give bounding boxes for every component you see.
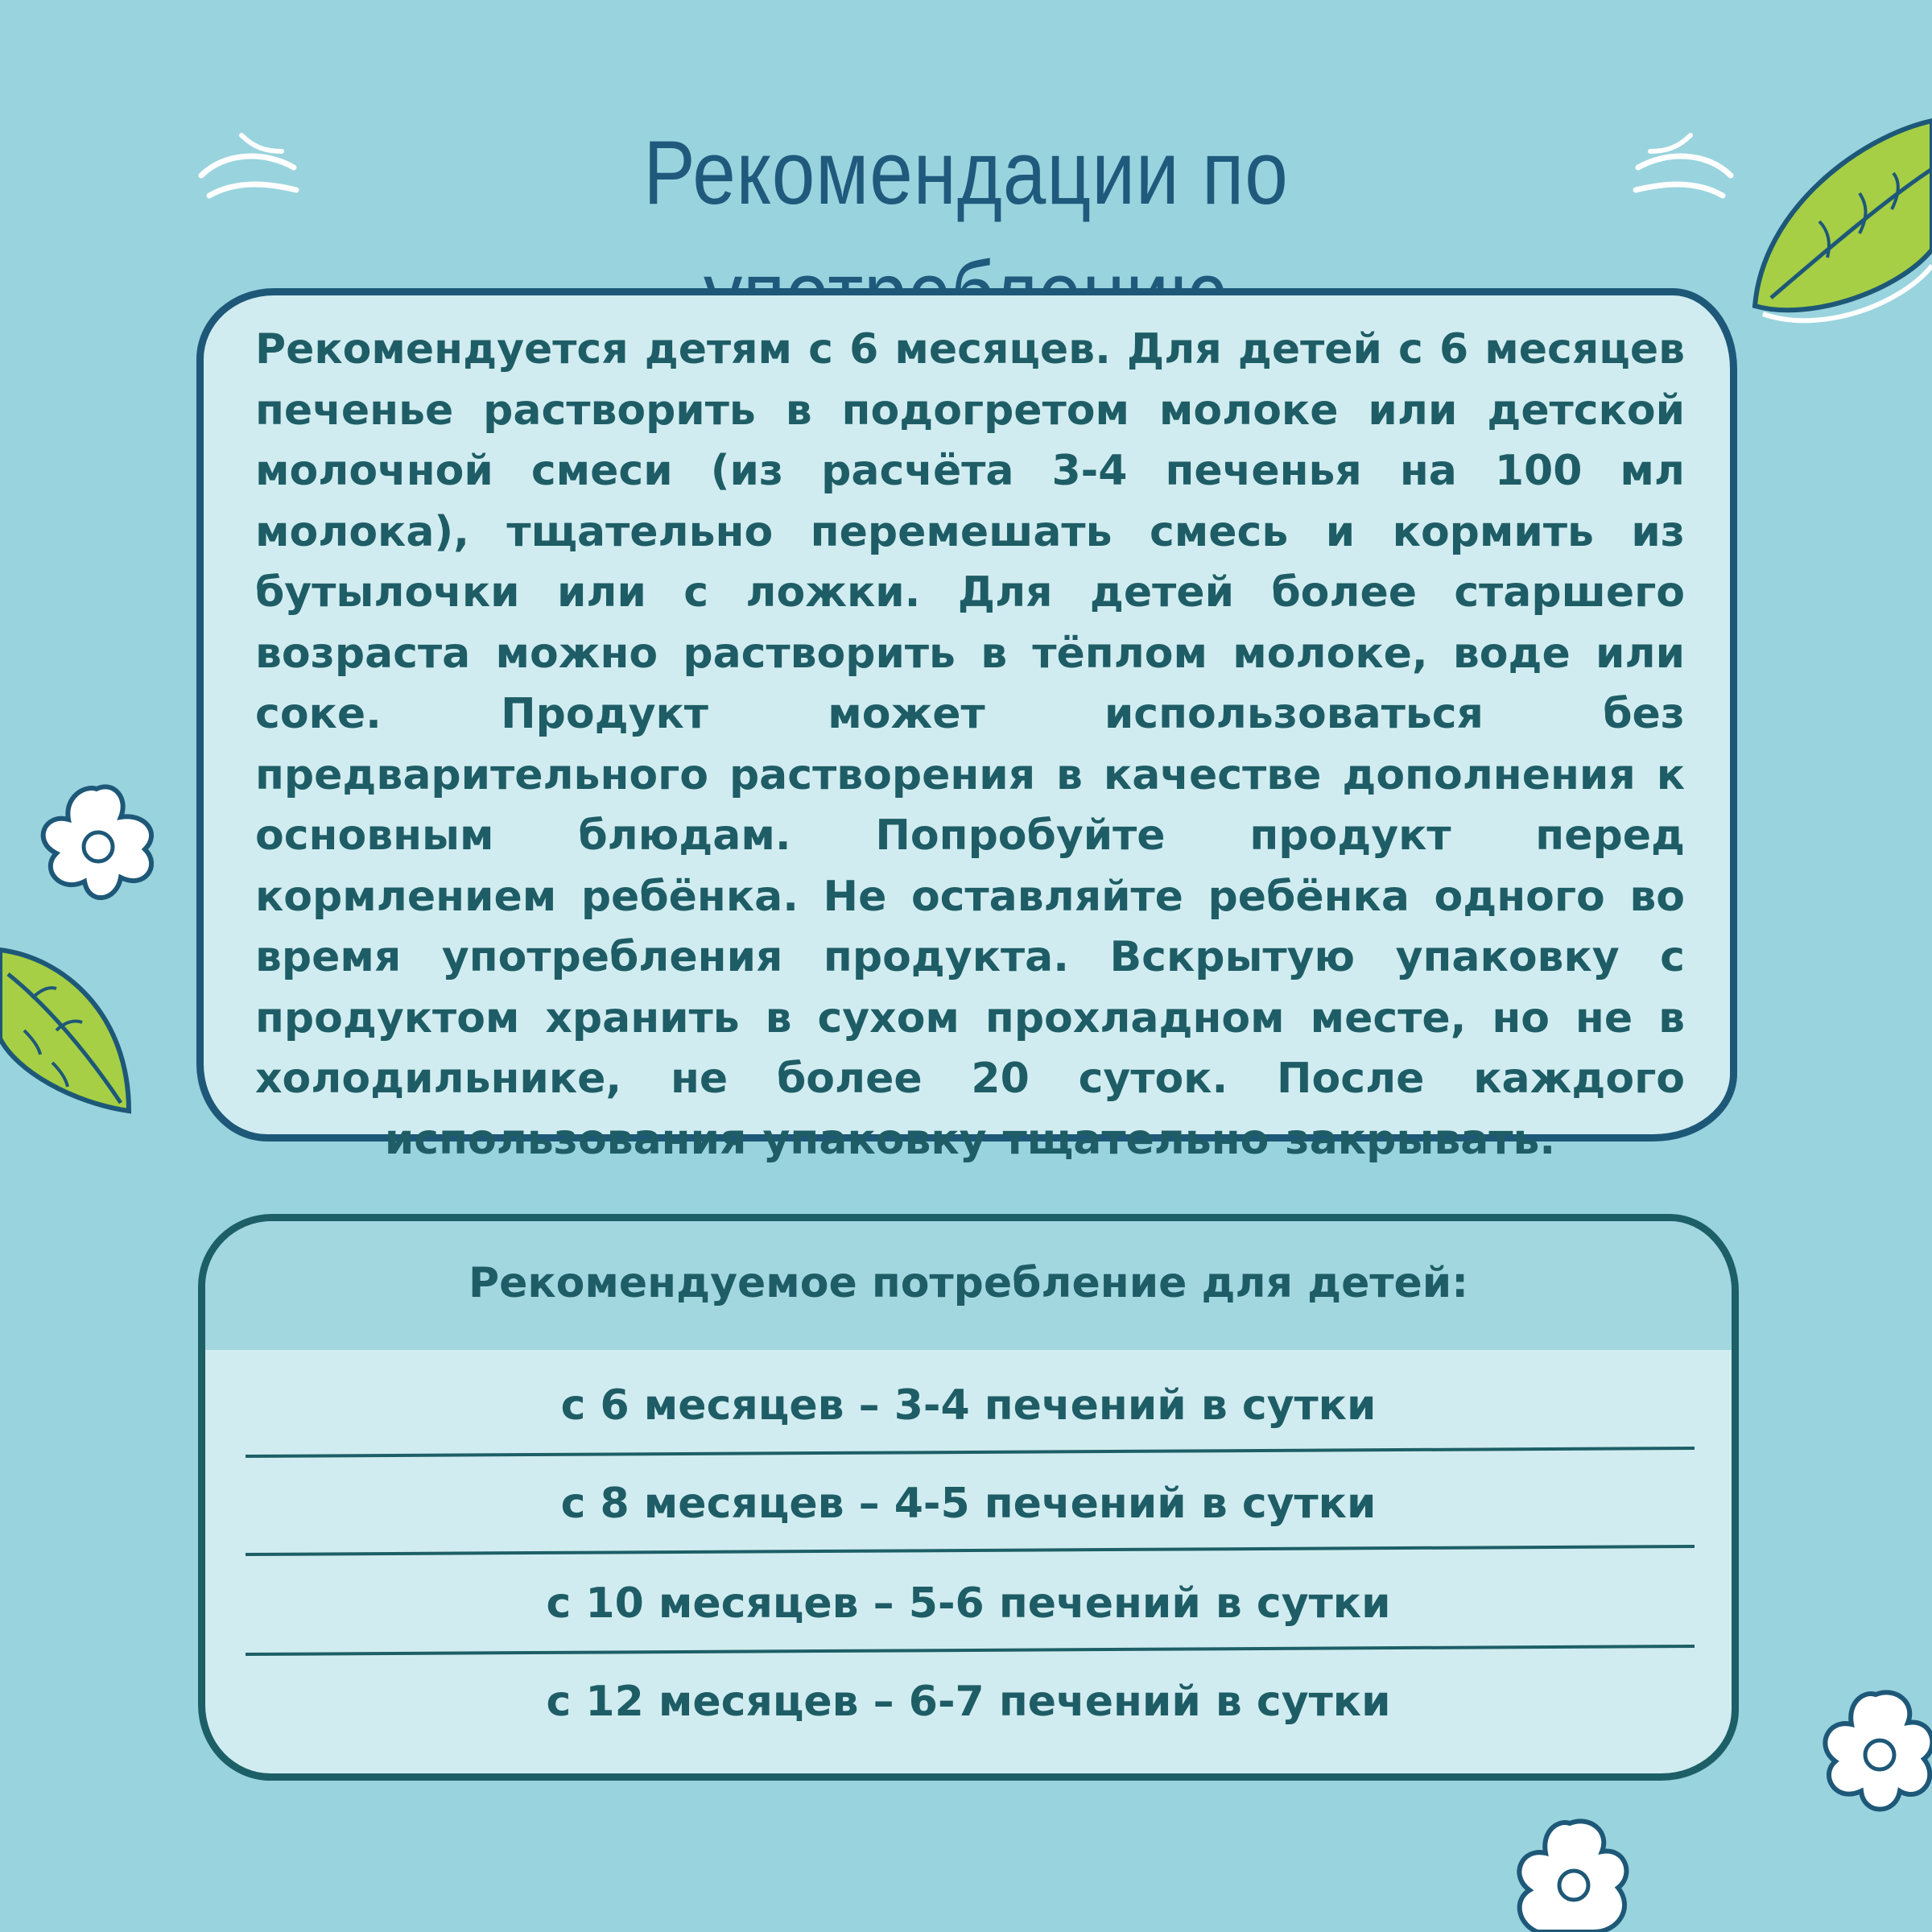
table-row: с 8 месяцев – 4-5 печений в сутки <box>560 1480 1377 1528</box>
swirl-right-icon <box>1626 119 1739 208</box>
swirl-left-icon <box>193 119 306 208</box>
table-row: с 12 месяцев – 6-7 печений в сутки <box>546 1678 1391 1726</box>
leaf-left-icon <box>0 942 137 1119</box>
row-divider <box>246 1445 1695 1461</box>
table-row: с 10 месяцев – 5-6 печений в сутки <box>546 1579 1391 1628</box>
table-row: с 6 месяцев – 3-4 печений в сутки <box>560 1381 1377 1430</box>
instructions-card <box>196 288 1737 1164</box>
title-area <box>0 113 1932 233</box>
table-header <box>205 1221 1732 1350</box>
row-divider <box>246 1543 1695 1559</box>
leaf-top-right-icon <box>1739 105 1932 346</box>
consumption-table <box>198 1214 1739 1781</box>
row-divider <box>246 1643 1695 1659</box>
table-header-text: Рекомендуемое потребление для детей: <box>468 1259 1468 1307</box>
flower-left-icon <box>24 773 169 910</box>
flower-right-icon <box>1811 1682 1932 1819</box>
page-title: Рекомендации по <box>643 122 1289 223</box>
flower-bottom-icon <box>1505 1811 1634 1932</box>
instructions-text: Рекомендуется детям с 6 месяцев. Для детей с 6 месяцев печенье растворить в подогретом молоке или детской молочной смеси (из расчёта 3-4 печенья на 100 мл молока), тщательно перемешать смесь и кормить из бутылочки или с ложки. Для детей более старшего возраста можно растворить в тёплом молоке, воде или соке. Продукт может использоваться без предварительного растворения в качестве дополнения к основным блюдам. Попробуйте продукт перед кормлением ребёнка. Не оставляйте ребёнка одного во время употребления продукта. Вскрытую упаковку с продуктом хранить в сухом прохладном месте, но не в холодильнике, не более 20 суток. После каждого использования упаковку тщательно закрывать. <box>255 325 1685 1164</box>
